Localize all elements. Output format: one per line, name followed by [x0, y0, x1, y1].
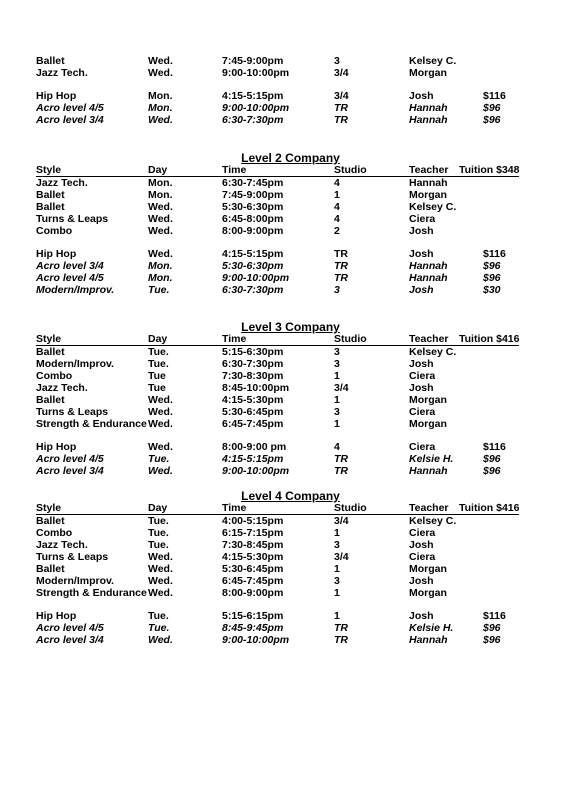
class-day: Mon. — [148, 177, 173, 189]
class-day: Wed. — [148, 418, 173, 430]
section-title: Level 3 Company — [241, 320, 340, 334]
class-teacher: Ciera — [409, 213, 436, 225]
class-time: 4:15-5:15pm — [222, 90, 284, 102]
class-teacher: Ciera — [409, 441, 436, 453]
class-studio: 1 — [334, 394, 340, 406]
class-teacher: Kelsie H. — [409, 453, 454, 465]
header-day: Day — [148, 333, 168, 345]
class-studio: 4 — [334, 441, 340, 453]
class-time: 9:00-10:00pm — [222, 272, 290, 284]
class-day: Wed. — [148, 563, 173, 575]
class-price: $96 — [483, 465, 501, 477]
class-teacher: Josh — [409, 539, 434, 551]
class-studio: 1 — [334, 587, 340, 599]
class-day: Mon. — [148, 272, 173, 284]
class-day: Tue. — [148, 610, 169, 622]
class-style: Ballet — [36, 515, 65, 527]
class-studio: 4 — [334, 213, 340, 225]
class-teacher: Josh — [409, 225, 434, 237]
header-teacher: Teacher — [409, 502, 449, 514]
header-tuition: Tuition $416 — [459, 333, 520, 345]
class-style: Strength & Endurance — [36, 418, 147, 430]
class-teacher: Morgan — [409, 394, 447, 406]
class-style: Acro level 4/5 — [36, 453, 104, 465]
class-teacher: Hannah — [409, 114, 448, 126]
class-teacher: Hannah — [409, 177, 448, 189]
class-time: 9:00-10:00pm — [222, 67, 290, 79]
class-style: Ballet — [36, 394, 65, 406]
class-time: 4:15-5:15pm — [222, 453, 284, 465]
class-price: $116 — [483, 90, 506, 102]
class-style: Jazz Tech. — [36, 539, 88, 551]
table-row — [0, 418, 581, 431]
class-style: Combo — [36, 225, 73, 237]
class-studio: TR — [334, 622, 348, 634]
class-studio: 3/4 — [334, 90, 349, 102]
class-teacher: Josh — [409, 284, 434, 296]
class-teacher: Hannah — [409, 102, 448, 114]
class-studio: 3/4 — [334, 382, 349, 394]
class-studio: 1 — [334, 527, 340, 539]
class-day: Mon. — [148, 260, 173, 272]
class-teacher: Hannah — [409, 634, 448, 646]
class-day: Wed. — [148, 201, 173, 213]
class-time: 5:15-6:15pm — [222, 610, 284, 622]
class-day: Wed. — [148, 55, 173, 67]
header-time: Time — [222, 333, 247, 345]
class-studio: 4 — [334, 201, 340, 213]
class-studio: TR — [334, 465, 348, 477]
class-studio: 3 — [334, 55, 340, 67]
class-studio: 3 — [334, 358, 340, 370]
class-time: 9:00-10:00pm — [222, 465, 290, 477]
class-price: $116 — [483, 610, 506, 622]
class-style: Acro level 3/4 — [36, 465, 104, 477]
class-day: Wed. — [148, 587, 173, 599]
header-style: Style — [36, 333, 62, 345]
table-row — [0, 587, 581, 600]
header-day: Day — [148, 164, 168, 176]
class-teacher: Kelsey C. — [409, 346, 457, 358]
class-time: 6:30-7:45pm — [222, 177, 284, 189]
class-teacher: Ciera — [409, 406, 436, 418]
class-price: $96 — [483, 114, 501, 126]
class-studio: 3 — [334, 539, 340, 551]
header-studio: Studio — [334, 502, 367, 514]
class-time: 6:45-7:45pm — [222, 575, 284, 587]
class-studio: 3 — [334, 284, 340, 296]
class-studio: TR — [334, 634, 348, 646]
class-studio: TR — [334, 260, 348, 272]
class-teacher: Kelsey C. — [409, 201, 457, 213]
class-studio: 3 — [334, 346, 340, 358]
class-day: Tue. — [148, 453, 170, 465]
class-studio: 1 — [334, 418, 340, 430]
class-time: 4:00-5:15pm — [222, 515, 284, 527]
table-row — [0, 67, 581, 80]
class-time: 7:30-8:45pm — [222, 539, 284, 551]
class-studio: TR — [334, 272, 348, 284]
class-time: 8:00-9:00pm — [222, 587, 284, 599]
class-teacher: Morgan — [409, 67, 447, 79]
class-style: Modern/Improv. — [36, 358, 114, 370]
class-style: Acro level 3/4 — [36, 634, 104, 646]
class-teacher: Morgan — [409, 563, 447, 575]
header-time: Time — [222, 502, 247, 514]
class-studio: 2 — [334, 225, 340, 237]
class-style: Combo — [36, 527, 73, 539]
class-teacher: Josh — [409, 575, 434, 587]
class-style: Strength & Endurance — [36, 587, 147, 599]
header-studio: Studio — [334, 333, 367, 345]
class-day: Tue — [148, 382, 166, 394]
class-teacher: Josh — [409, 248, 434, 260]
class-time: 6:15-7:15pm — [222, 527, 284, 539]
class-style: Hip Hop — [36, 441, 77, 453]
class-studio: TR — [334, 102, 348, 114]
class-time: 5:15-6:30pm — [222, 346, 284, 358]
class-teacher: Morgan — [409, 587, 447, 599]
class-teacher: Josh — [409, 358, 434, 370]
section-title: Level 2 Company — [241, 151, 340, 165]
class-style: Hip Hop — [36, 248, 77, 260]
class-day: Tue — [148, 370, 166, 382]
class-teacher: Josh — [409, 90, 434, 102]
class-day: Wed. — [148, 441, 173, 453]
class-studio: 3 — [334, 575, 340, 587]
class-style: Acro level 4/5 — [36, 272, 104, 284]
class-style: Hip Hop — [36, 610, 77, 622]
class-day: Wed. — [148, 465, 173, 477]
class-price: $30 — [483, 284, 501, 296]
class-price: $96 — [483, 453, 501, 465]
header-time: Time — [222, 164, 247, 176]
section-title: Level 4 Company — [241, 489, 340, 503]
class-style: Hip Hop — [36, 90, 77, 102]
class-studio: 3/4 — [334, 515, 349, 527]
class-day: Tue. — [148, 515, 169, 527]
class-studio: 1 — [334, 370, 340, 382]
class-time: 5:30-6:30pm — [222, 260, 284, 272]
class-time: 7:45-9:00pm — [222, 55, 284, 67]
class-style: Ballet — [36, 55, 65, 67]
class-style: Ballet — [36, 189, 65, 201]
class-style: Jazz Tech. — [36, 382, 88, 394]
class-studio: 1 — [334, 563, 340, 575]
class-day: Wed. — [148, 248, 173, 260]
class-day: Wed. — [148, 394, 173, 406]
class-studio: TR — [334, 453, 348, 465]
class-studio: TR — [334, 248, 348, 260]
class-day: Wed. — [148, 225, 173, 237]
class-teacher: Josh — [409, 610, 434, 622]
class-studio: TR — [334, 114, 348, 126]
header-style: Style — [36, 164, 62, 176]
class-time: 7:30-8:30pm — [222, 370, 284, 382]
class-day: Wed. — [148, 575, 173, 587]
class-style: Modern/Improv. — [36, 575, 114, 587]
class-day: Wed. — [148, 634, 173, 646]
class-teacher: Hannah — [409, 260, 448, 272]
class-day: Wed. — [148, 213, 173, 225]
class-day: Mon. — [148, 189, 173, 201]
class-studio: 3/4 — [334, 551, 349, 563]
class-price: $96 — [483, 634, 501, 646]
class-time: 9:00-10:00pm — [222, 634, 290, 646]
class-teacher: Kelsie H. — [409, 622, 454, 634]
class-time: 5:30-6:45pm — [222, 563, 284, 575]
table-row — [0, 284, 581, 297]
class-time: 7:45-9:00pm — [222, 189, 284, 201]
class-day: Tue. — [148, 539, 169, 551]
table-row — [0, 114, 581, 127]
class-teacher: Ciera — [409, 370, 436, 382]
class-day: Tue. — [148, 284, 170, 296]
table-row — [0, 225, 581, 238]
class-style: Combo — [36, 370, 73, 382]
class-teacher: Morgan — [409, 189, 447, 201]
header-tuition: Tuition $348 — [459, 164, 520, 176]
class-day: Tue. — [148, 527, 169, 539]
class-teacher: Hannah — [409, 465, 448, 477]
class-style: Jazz Tech. — [36, 67, 88, 79]
class-teacher: Ciera — [409, 527, 436, 539]
class-day: Mon. — [148, 90, 173, 102]
class-style: Acro level 3/4 — [36, 114, 104, 126]
class-day: Tue. — [148, 346, 169, 358]
class-style: Turns & Leaps — [36, 213, 109, 225]
class-time: 6:45-7:45pm — [222, 418, 284, 430]
class-teacher: Ciera — [409, 551, 436, 563]
class-day: Mon. — [148, 102, 173, 114]
class-price: $96 — [483, 622, 501, 634]
class-time: 8:45-9:45pm — [222, 622, 284, 634]
class-studio: 3/4 — [334, 67, 349, 79]
class-style: Turns & Leaps — [36, 551, 109, 563]
class-day: Wed. — [148, 67, 173, 79]
class-style: Turns & Leaps — [36, 406, 109, 418]
class-studio: 1 — [334, 189, 340, 201]
class-time: 6:30-7:30pm — [222, 284, 284, 296]
class-day: Wed. — [148, 114, 173, 126]
class-studio: 4 — [334, 177, 340, 189]
class-time: 6:30-7:30pm — [222, 114, 284, 126]
class-time: 9:00-10:00pm — [222, 102, 290, 114]
class-style: Ballet — [36, 201, 65, 213]
header-style: Style — [36, 502, 62, 514]
class-time: 5:30-6:30pm — [222, 201, 284, 213]
header-day: Day — [148, 502, 168, 514]
class-time: 8:00-9:00pm — [222, 225, 284, 237]
class-style: Acro level 3/4 — [36, 260, 104, 272]
class-time: 5:30-6:45pm — [222, 406, 284, 418]
class-price: $96 — [483, 260, 501, 272]
class-time: 8:45-10:00pm — [222, 382, 290, 394]
class-style: Acro level 4/5 — [36, 622, 104, 634]
class-teacher: Hannah — [409, 272, 448, 284]
class-time: 6:30-7:30pm — [222, 358, 284, 370]
table-row — [0, 634, 581, 647]
header-tuition: Tuition $416 — [459, 502, 520, 514]
class-style: Acro level 4/5 — [36, 102, 104, 114]
class-day: Tue. — [148, 358, 169, 370]
class-day: Tue. — [148, 622, 170, 634]
class-price: $116 — [483, 248, 506, 260]
class-studio: 1 — [334, 610, 340, 622]
class-price: $116 — [483, 441, 506, 453]
class-time: 4:15-5:30pm — [222, 551, 284, 563]
class-studio: 3 — [334, 406, 340, 418]
header-studio: Studio — [334, 164, 367, 176]
class-day: Wed. — [148, 406, 173, 418]
class-teacher: Kelsey C. — [409, 515, 457, 527]
class-teacher: Morgan — [409, 418, 447, 430]
table-row — [0, 465, 581, 478]
class-style: Ballet — [36, 563, 65, 575]
class-style: Jazz Tech. — [36, 177, 88, 189]
class-teacher: Josh — [409, 382, 434, 394]
header-teacher: Teacher — [409, 164, 449, 176]
class-price: $96 — [483, 102, 501, 114]
class-style: Ballet — [36, 346, 65, 358]
class-day: Wed. — [148, 551, 173, 563]
class-time: 4:15-5:15pm — [222, 248, 284, 260]
class-time: 6:45-8:00pm — [222, 213, 284, 225]
class-teacher: Kelsey C. — [409, 55, 457, 67]
class-style: Modern/Improv. — [36, 284, 115, 296]
header-teacher: Teacher — [409, 333, 449, 345]
class-price: $96 — [483, 272, 501, 284]
class-time: 4:15-5:30pm — [222, 394, 284, 406]
class-time: 8:00-9:00 pm — [222, 441, 287, 453]
